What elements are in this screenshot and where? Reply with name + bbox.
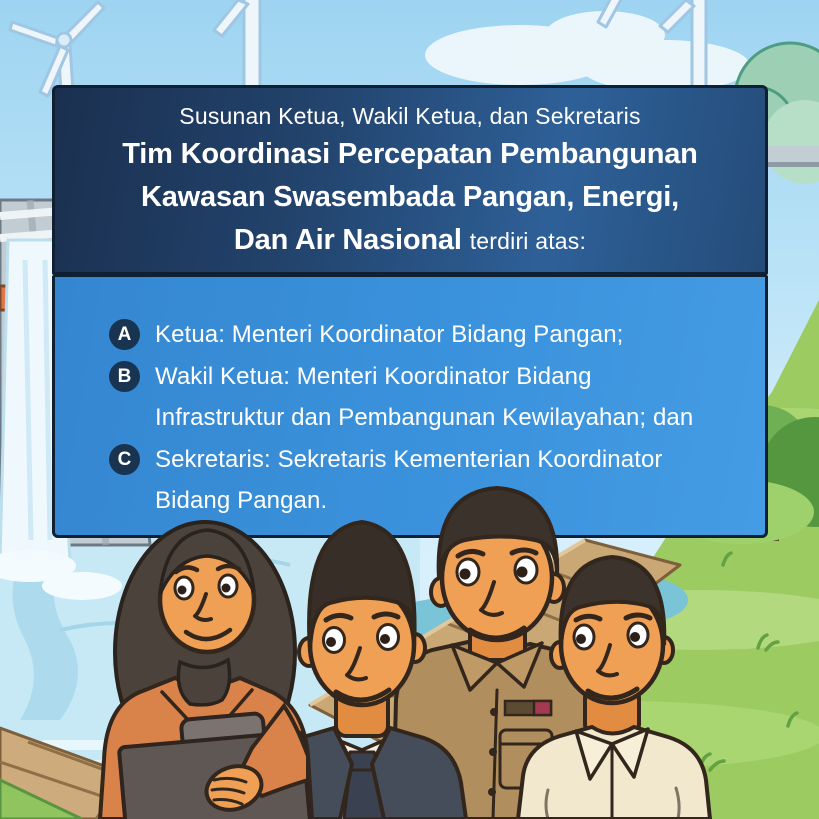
- list-line: Wakil Ketua: Menteri Koordinator Bidang: [155, 363, 592, 390]
- title-line: Kawasan Swasembada Pangan, Energi,: [141, 181, 679, 213]
- list-item-text: [155, 356, 729, 438]
- page-title: [55, 133, 765, 263]
- illustration-woman-hijab: [100, 522, 313, 819]
- title-suffix: terdiri atas:: [469, 228, 587, 254]
- list-line: Infrastruktur dan Pembangunan Kewilayahan; dan: [155, 404, 694, 431]
- header-subtitle: Susunan Ketua, Wakil Ketua, dan Sekretaris: [179, 103, 641, 129]
- list-line: Sekretaris: Sekretaris Kementerian Koordinator: [155, 446, 663, 473]
- list-item: [109, 314, 729, 355]
- list-line: Ketua: Menteri Koordinator Bidang Pangan;: [155, 321, 624, 348]
- header-panel: [52, 85, 768, 275]
- list-item: [109, 356, 729, 438]
- list-item-text: [155, 314, 729, 355]
- title-line: Tim Koordinasi Percepatan Pembangunan: [122, 138, 698, 170]
- people-illustration: [0, 474, 819, 819]
- item-badge-a: A: [109, 319, 140, 350]
- item-badge-c: C: [109, 444, 140, 475]
- bridge: [762, 146, 819, 167]
- title-line: Dan Air Nasional: [233, 224, 462, 256]
- list-line: Bidang Pangan.: [155, 487, 328, 514]
- item-badge-b: B: [109, 361, 140, 392]
